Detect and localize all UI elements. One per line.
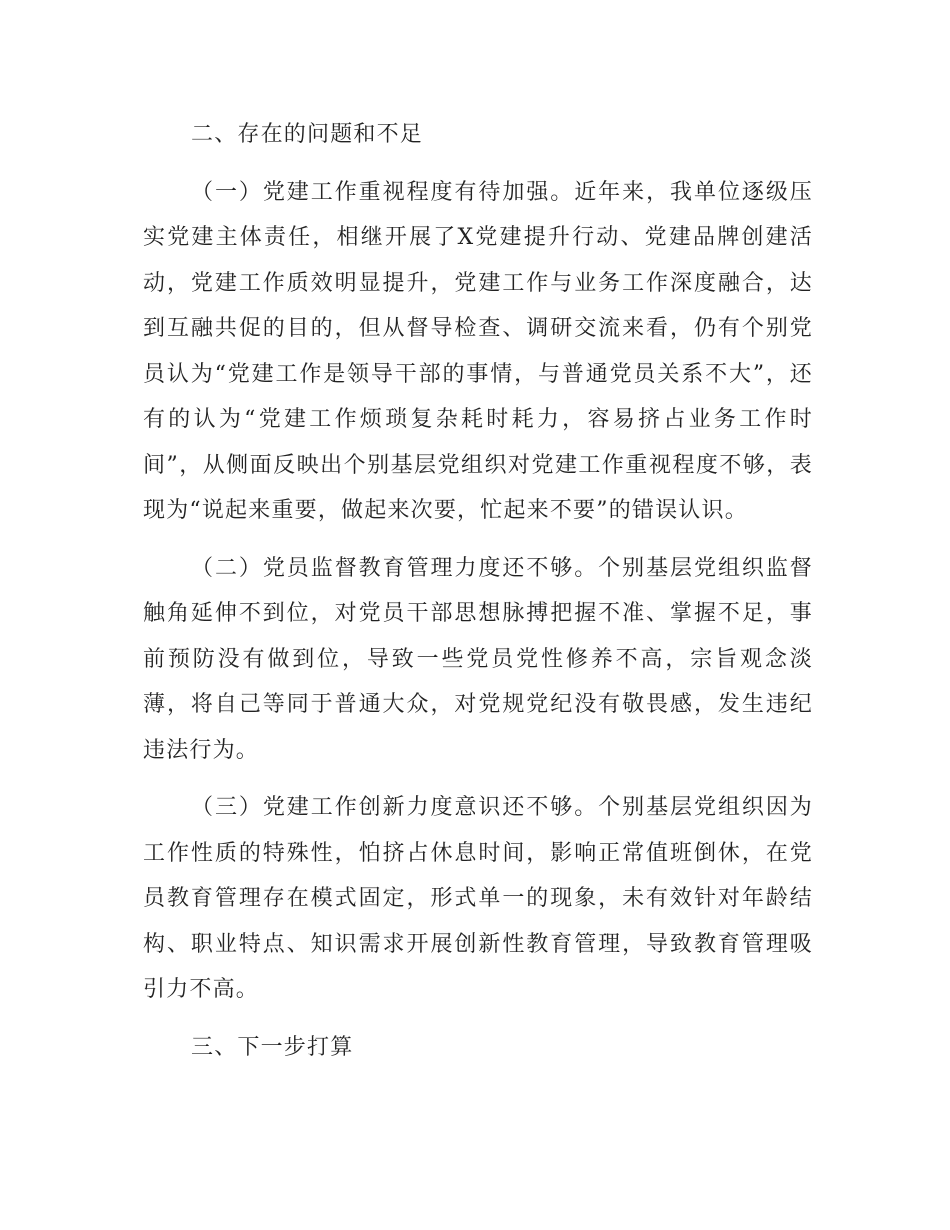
paragraph-supervision-education: （二）党员监督教育管理力度还不够。个别基层党组织监督触角延伸不到位，对党员干部思想脉搏把握不准、掌握不足，事前预防没有做到位，导致一些党员党性修养不高，宗旨观念淡薄，将自己等同于普通大众，对党规党纪没有敬畏感，发生违纪违法行为。: [143, 555, 813, 763]
section-heading-problems: 二、存在的问题和不足: [191, 122, 424, 147]
paragraph-innovation: （三）党建工作创新力度意识还不够。个别基层党组织因为工作性质的特殊性，怕挤占休息时间，影响正常值班倒休，在党员教育管理存在模式固定，形式单一的现象，未有效针对年龄结构、职业特点、知识需求开展创新性教育管理，导致教育管理吸引力不高。: [143, 795, 813, 1002]
document-body: [143, 112, 813, 1082]
section-heading-next-steps: 三、下一步打算: [191, 1034, 354, 1060]
paragraph-party-building-emphasis: （一）党建工作重视程度有待加强。近年来，我单位逐级压实党建主体责任，相继开展了X党建提升行动、党建品牌创建活动，党建工作质效明显提升，党建工作与业务工作深度融合，达到互融共促的目的，但从督导检查、调研交流来看，仍有个别党员认为“党建工作是领导干部的事情，与普通党员关系不大”，还有的认为“党建工作烦琐复杂耗时耗力，容易挤占业务工作时间”，从侧面反映出个别基层党组织对党建工作重视程度不够，表现为“说起来重要，做起来次要，忙起来不要”的错误认识。: [143, 179, 813, 523]
